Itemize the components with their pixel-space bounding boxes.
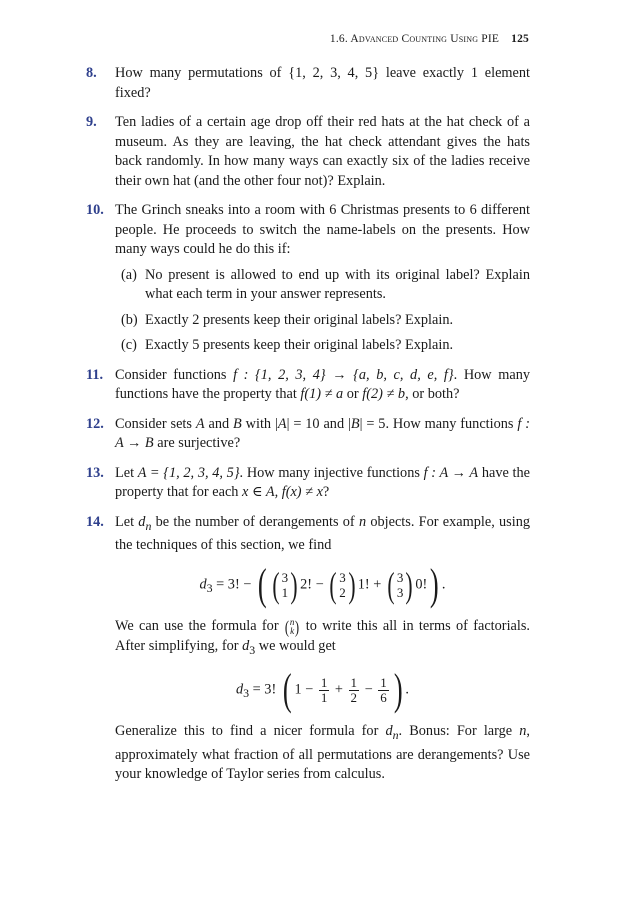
part-label: (c)	[121, 337, 137, 353]
equation-d3-fractions: $d_3 = 3$! ( 1 − $\frac{1}{1}$ + $\frac{1}{2}$ − $\frac{1}{6}$ ) .	[235, 665, 409, 715]
fraction: $\frac{1}{2}$	[350, 674, 358, 705]
running-header	[330, 33, 529, 45]
math: x ∈ A, f(x) ≠ x	[242, 484, 323, 500]
part-c	[115, 336, 530, 356]
exercise-13	[86, 464, 530, 503]
exercise-number: 14.	[86, 513, 104, 530]
exercise-text: Let $d_n$ be the number of derangements of n objects. For example, using the techniques of this section, we find	[115, 513, 530, 553]
math: f : {1, 2, 3, 4} → {a, b, c, d, e, f}	[233, 366, 454, 383]
part-a	[115, 266, 530, 305]
exercise-text: The Grinch sneaks into a room with 6 Christmas presents to 6 different people. He proceeds to switch the name-labels on the presents. How many ways could he do this if:	[115, 202, 530, 257]
exercise-number: 9.	[86, 114, 97, 130]
part-label: (a)	[121, 266, 137, 283]
math: f : A → A	[423, 464, 479, 481]
exercise-10	[86, 201, 530, 356]
exercise-number: 8.	[86, 65, 97, 81]
exercise-text: How many permutations of {1, 2, 3, 4, 5} leave exactly 1 element fixed?	[115, 65, 530, 101]
exercise-text: Consider sets A and B with |A| = 10 and |B| = 5. How many functions f : A → B are surjective?	[115, 415, 530, 451]
exercise-number: 13.	[86, 464, 104, 481]
binomial: 3 3	[396, 570, 404, 601]
exercise-list	[86, 64, 530, 795]
exercise-14	[86, 513, 530, 785]
exercise-number: 10.	[86, 202, 104, 218]
equation-d3-binomial: $d_3 = 3$! − ( ( 3 1) 2! − ( 3 2) 1! + ( 3 3) 0!) .	[199, 560, 446, 610]
part-text: Exactly 5 presents keep their original labels? Explain.	[145, 337, 454, 353]
exercise-9	[86, 113, 530, 191]
exercise-text: We can use the formula for (n k) to write this all in terms of factorials. After simplifying, for $d_3$ we would get	[115, 617, 530, 657]
math: f(1) ≠ a	[300, 386, 344, 402]
part-label: (b)	[121, 311, 138, 328]
exercise-number: 12.	[86, 415, 104, 432]
math: f : A → B	[115, 415, 530, 451]
exercise-text: Generalize this to find a nicer formula for $d_n$. Bonus: For large n, approximately what fraction of all permutations are derangements? Use your knowledge of Taylor series from calculus.	[115, 723, 530, 783]
exercise-number: 11.	[86, 366, 104, 383]
binomial: 3 2	[339, 570, 346, 601]
math: A = {1, 2, 3, 4, 5}	[137, 464, 240, 481]
binomial: 3 1	[281, 570, 289, 601]
exercise-text: Let A = {1, 2, 3, 4, 5}. How many injective functions f : A → A have the property that for each x ∈ A, f(x) ≠ x?	[115, 464, 530, 500]
section-title: 1.6. Advanced Counting Using PIE	[329, 33, 500, 45]
binomial: n k	[289, 617, 295, 637]
exercise-12	[86, 415, 530, 454]
exercise-text: Consider functions f : {1, 2, 3, 4} → {a, b, c, d, e, f}. How many functions have the property that f(1) ≠ a or f(2) ≠ b, or both?	[115, 366, 530, 402]
exercise-8	[86, 64, 530, 103]
fraction: $\frac{1}{1}$	[320, 674, 328, 705]
part-b	[115, 311, 530, 331]
exercise-11	[86, 366, 530, 405]
math: f(2) ≠ b	[362, 386, 406, 402]
part-text: No present is allowed to end up with its original label? Explain what each term in your answer represents.	[145, 266, 530, 302]
part-text: Exactly 2 presents keep their original labels? Explain.	[145, 311, 454, 328]
fraction: $\frac{1}{6}$	[380, 674, 387, 705]
page-number: 125	[511, 33, 529, 45]
exercise-text: Ten ladies of a certain age drop off their red hats at the hat check of a museum. As they are leaving, the hat check attendant gives the hats back randomly. In how many ways can exactly six of the ladies receive their own hat (and the other four not)? Explain.	[115, 114, 530, 189]
